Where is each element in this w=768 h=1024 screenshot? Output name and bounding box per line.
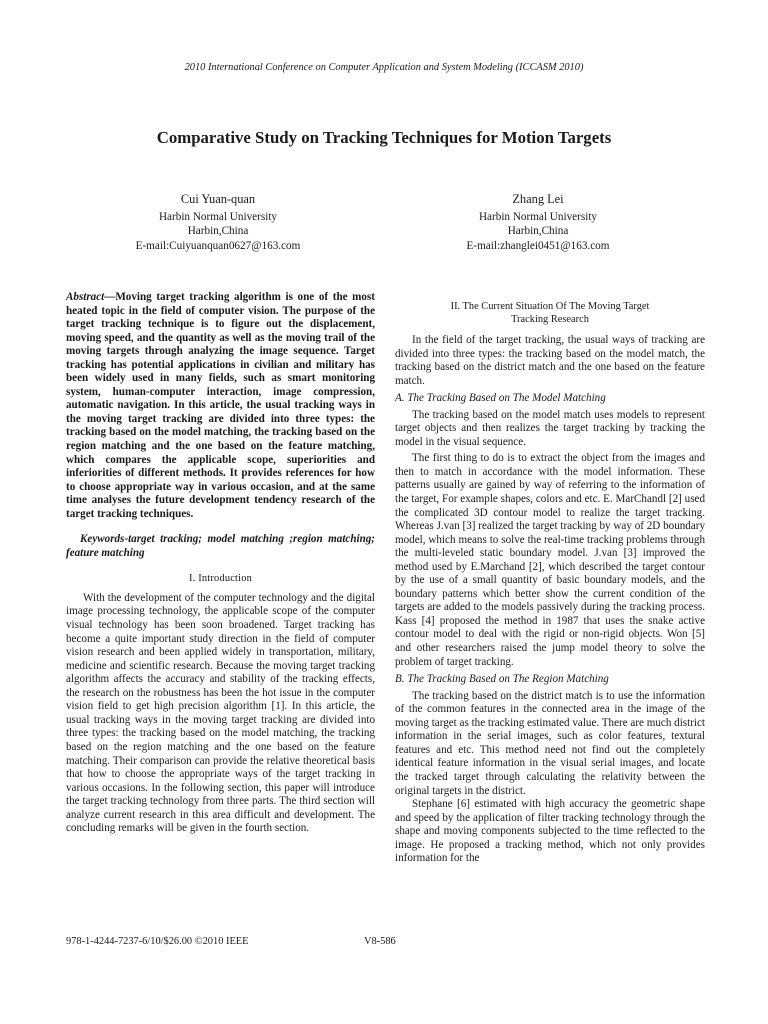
author-email: E-mail:zhanglei0451@163.com xyxy=(466,239,610,252)
footer-isbn: 978-1-4244-7237-6/10/$26.00 ©2010 IEEE xyxy=(66,936,249,947)
author-block-1 xyxy=(68,192,368,253)
author-location: Harbin,China xyxy=(507,225,569,238)
author-name: Cui Yuan-quan xyxy=(180,192,256,206)
footer-page-number: V8-586 xyxy=(364,936,396,947)
author-block-2 xyxy=(388,192,688,253)
author-location: Harbin,China xyxy=(187,225,249,238)
subsection-b-paragraph: Stephane [6] estimated with high accuracy the geometric shape and speed by the application of filter tracking technology through the shape and moving components subjected to the time reflected to the image. He proposed a tracking method, which not only provides information for the xyxy=(395,798,705,865)
right-column xyxy=(395,300,705,866)
introduction-paragraph: With the development of the computer technology and the digital image processing technology, the applicable scope of the computer visual technology has been soon broadened. Target tracking has become a quite important study direction in the field of computer vision research and been applied widely in transportation, military, medicine and scientific research. Because the moving target tracking algorithm affects the accuracy and stability of the tracking effects, the research on the robustness has been the hot issue in the computer vision field to get high precision algorithm [1]. In this article, the usual tracking ways in the moving target tracking are divided into three types: the tracking based on the model matching, the tracking based on the region matching and the one based on the feature matching. Their comparison can provide the relative theoretical basis that how to choose the appropriate ways of the target tracking in various occasions. In the following section, this paper will introduce the target tracking technology from three parts. The third section will analyze current research in this area difficult and development. The concluding remarks will be given in the fourth section. xyxy=(66,591,375,835)
section2-intro-paragraph: In the field of the target tracking, the usual ways of tracking are divided into three types: the tracking based on the model match, the tracking based on the district match and the one based on the feature match. xyxy=(395,334,705,387)
left-column xyxy=(66,291,375,836)
section-heading-line: Tracking Research xyxy=(511,314,589,325)
section-heading-2 xyxy=(395,300,705,326)
subsection-a-paragraph: The first thing to do is to extract the object from the images and then to match in accordance with the model information. These patterns usually are gained by way of referring to the information of the target, For example shapes, colors and etc. E. MarChandl [2] used the complicated 3D contour model to realize the target tracking. Whereas J.van [3] realized the target tracking by way of 2D boundary model, which means to solve the real-time tracking problems through the multi-leveled static boundary model. J.van [3] improved the method used by E.Marchand [2], which described the target contour by the use of a small quantity of basic boundary models, and the boundary patterns which better show the current condition of the targets are added to the models passively during the tracking process. Kass [4] proposed the method in 1987 that uses the snake active contour model to deal with the rigid or non-rigid objects. Won [5] and other researchers raised the jump model theory to solve the problem of target tracking. xyxy=(395,452,705,668)
author-email: E-mail:Cuiyuanquan0627@163.com xyxy=(135,239,301,252)
author-affiliation: Harbin Normal University xyxy=(158,211,278,224)
abstract-text: Moving target tracking algorithm is one of the most heated topic in the field of computer vision. The purpose of the target tracking technique is to figure out the displacement, moving speed, and the quantity as well as the moving trail of the moving targets through analyzing the image sequence. Target tracking has potential applications in civilian and military has been widely used in many fields, such as smart monitoring system, human-computer interaction, image compression, automatic navigation. In this article, the usual tracking ways in the moving target tracking are divided into three types: the tracking based on the model matching, the tracking based on the region matching and the one based on the feature matching, which compares the applicable scope, superiorities and inferiorities of different methods. It provides references for how to choose appropriate way in various occasion, and at the same time analyses the future development tendency research of the target tracking techniques. xyxy=(66,291,375,520)
subsection-heading-a: A. The Tracking Based on The Model Matching xyxy=(395,392,606,405)
subsection-a-paragraph: The tracking based on the model match uses models to represent target objects and then realizes the target tracking by tracking the model in the visual sequence. xyxy=(395,408,705,448)
subsection-b-paragraph: The tracking based on the district match is to use the information of the common features in the connected area in the image of the moving target as the tracking estimated value. There are much district information in the serial images, such as color features, textural features and etc. This method need not find out the completely identical feature information in the visual serial images, and locate the tracked target through calculating the relativity between the original targets in the district. xyxy=(395,689,705,797)
paper-title: Comparative Study on Tracking Techniques for Motion Targets xyxy=(156,128,612,147)
abstract-lead: Abstract— xyxy=(66,291,116,303)
subsection-heading-b: B. The Tracking Based on The Region Matching xyxy=(395,673,609,686)
author-name: Zhang Lei xyxy=(512,192,564,206)
author-affiliation: Harbin Normal University xyxy=(478,211,598,224)
keywords: Keywords-target tracking; model matching ;region matching; feature matching xyxy=(66,533,375,559)
abstract xyxy=(66,291,375,521)
section-heading-introduction: I. Introduction xyxy=(188,573,253,585)
section-heading-line: II. The Current Situation Of The Moving Target xyxy=(450,301,650,312)
conference-header: 2010 International Conference on Computer Application and System Modeling (ICCASM 2010) xyxy=(184,62,584,73)
